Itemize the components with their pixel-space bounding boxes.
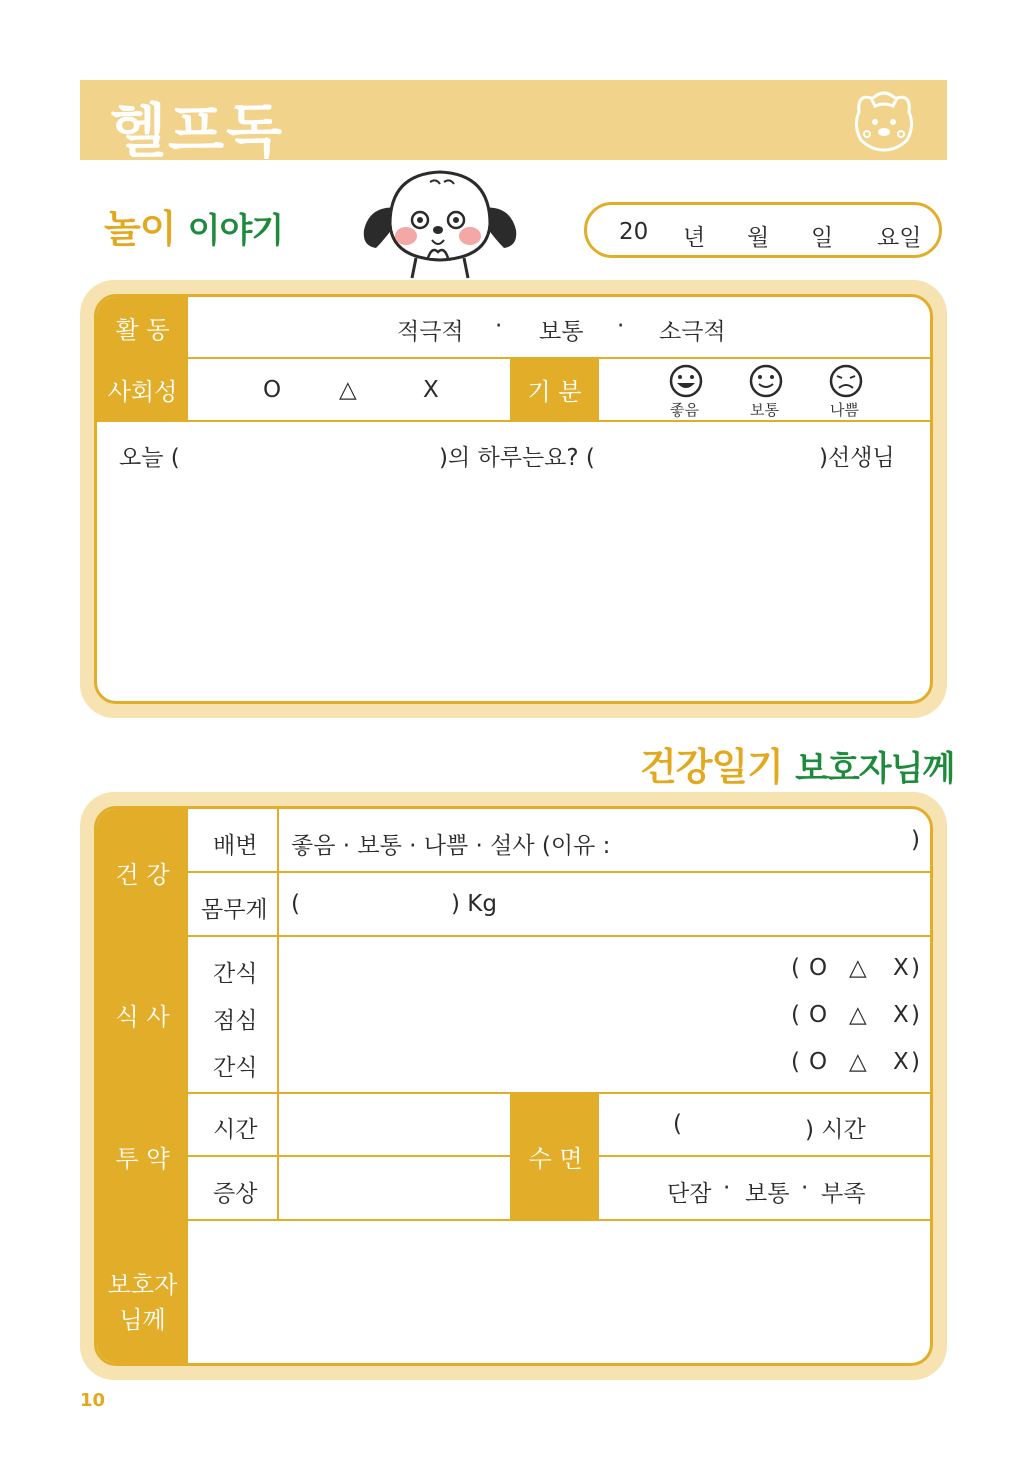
meal-row-name: 간식 (213, 1055, 258, 1081)
mood-good-label: 좋음 (670, 401, 699, 419)
medication-symptom-input[interactable] (281, 1159, 509, 1217)
date-weekday-label: 요일 (877, 225, 922, 251)
meal-row-open: ( (791, 955, 800, 981)
mood-label: 기 분 (510, 359, 599, 420)
guardian-label-line1: 보호자 (107, 1271, 178, 1299)
meal-option-triangle[interactable]: △ (849, 1002, 867, 1028)
sleep-option-normal[interactable]: 보통 (745, 1181, 790, 1207)
meal-row-open: ( (791, 1049, 800, 1075)
play-title-part2: 이야기 (187, 211, 284, 251)
header-banner (80, 80, 947, 165)
weight-open-paren: ( (291, 891, 300, 917)
mood-normal-label: 보통 (750, 401, 779, 419)
social-label: 사회성 (97, 359, 188, 420)
meal-option-x[interactable]: X (893, 1002, 909, 1028)
divider (97, 1219, 933, 1221)
medication-symptom-label: 증상 (213, 1181, 258, 1207)
play-panel (80, 280, 947, 718)
health-panel-inner (94, 806, 933, 1366)
meal-row-open: ( (791, 1002, 800, 1028)
health-title-part1: 건강일기 (640, 745, 783, 789)
date-field[interactable] (584, 202, 942, 258)
divider (97, 935, 933, 937)
activity-separator: · (617, 313, 625, 339)
health-label: 건 강 (97, 809, 188, 935)
activity-separator: · (495, 313, 503, 339)
social-option-o[interactable]: O (263, 377, 282, 403)
date-month-label: 월 (747, 225, 770, 251)
meal-row-close: ) (911, 1049, 920, 1075)
date-year-prefix: 20 (619, 219, 649, 245)
today-prefix: 오늘 ( (119, 445, 180, 471)
app-title: 헬프독 (110, 97, 285, 165)
bowel-close-paren: ) (911, 827, 920, 853)
guardian-label (97, 1221, 188, 1366)
weight-input[interactable] (307, 885, 447, 921)
meal-row-close: ) (911, 955, 920, 981)
meal-option-triangle[interactable]: △ (849, 955, 867, 981)
bowel-label: 배변 (213, 833, 258, 859)
smile-face-icon[interactable] (748, 363, 784, 399)
meal-row-name: 간식 (213, 961, 258, 987)
play-title-part1: 놀이 (104, 207, 176, 251)
social-option-triangle[interactable]: △ (339, 377, 357, 403)
today-mid: )의 하루는요? ( (439, 445, 595, 471)
meal-option-o[interactable]: O (809, 1002, 828, 1028)
page-number: 10 (80, 1390, 106, 1411)
today-note-area[interactable] (111, 483, 921, 693)
activity-option-passive[interactable]: 소극적 (659, 319, 726, 345)
today-teacher-suffix: )선생님 (819, 445, 895, 471)
meal-label: 식 사 (97, 937, 188, 1092)
dog-face-icon (849, 86, 919, 156)
weight-label: 몸무게 (201, 897, 268, 923)
mood-bad-label: 나쁨 (830, 401, 859, 419)
meal-option-x[interactable]: X (893, 955, 909, 981)
meal-row-close: ) (911, 1002, 920, 1028)
play-panel-inner (94, 294, 933, 704)
guardian-label-line2: 님께 (119, 1306, 166, 1334)
medication-label: 투 약 (97, 1094, 188, 1219)
sleep-hours-open: ( (673, 1111, 682, 1137)
sleep-option-deep[interactable]: 단잠 (667, 1181, 712, 1207)
sleep-hours-suffix: ) 시간 (805, 1117, 866, 1143)
meal-option-x[interactable]: X (893, 1049, 909, 1075)
divider (97, 420, 933, 422)
activity-option-normal[interactable]: 보통 (539, 319, 584, 345)
activity-option-active[interactable]: 적극적 (397, 319, 464, 345)
meal-row-name: 점심 (213, 1008, 258, 1034)
meal-option-triangle[interactable]: △ (849, 1049, 867, 1075)
weight-unit: ) Kg (451, 891, 497, 917)
sleep-separator: · (801, 1175, 809, 1201)
medication-time-input[interactable] (281, 1097, 509, 1153)
health-title-part2: 보호자님께 (795, 749, 955, 789)
health-panel (80, 792, 947, 1380)
divider (277, 809, 279, 1219)
happy-face-icon[interactable] (668, 363, 704, 399)
date-day-label: 일 (811, 225, 834, 251)
activity-label: 활 동 (97, 297, 188, 357)
bowel-options[interactable]: 좋음 · 보통 · 나쁨 · 설사 (이유 : (291, 833, 611, 859)
sad-face-icon[interactable] (828, 363, 864, 399)
divider (188, 871, 933, 873)
health-section-title (640, 736, 954, 791)
sleep-separator: · (723, 1175, 731, 1201)
puppy-mascot (360, 168, 520, 280)
play-section-title (104, 198, 283, 253)
sleep-label: 수 면 (512, 1094, 599, 1219)
meal-option-o[interactable]: O (809, 955, 828, 981)
sleep-hours-input[interactable] (689, 1105, 799, 1141)
date-year-label: 년 (683, 225, 706, 251)
medication-time-label: 시간 (213, 1117, 258, 1143)
meal-option-o[interactable]: O (809, 1049, 828, 1075)
social-option-x[interactable]: X (423, 377, 439, 403)
sleep-option-lack[interactable]: 부족 (821, 1181, 866, 1207)
guardian-note-area[interactable] (197, 1229, 923, 1359)
